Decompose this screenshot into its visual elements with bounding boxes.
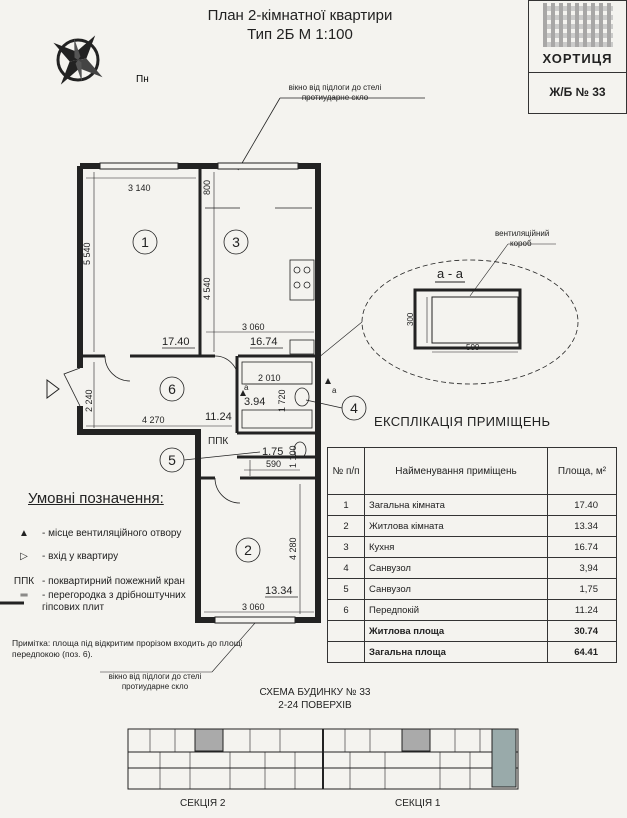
dim-kitchen-top: 800 [202,179,212,195]
row-name: Житлова кімната [365,516,548,537]
dim-hall-height: 2 240 [84,389,94,412]
room-area-2: 13.34 [265,585,293,597]
dim-bath-height: 1 720 [277,389,287,412]
row-name: Загальна кімната [365,495,548,516]
row-area: 17.40 [548,495,617,516]
row-name: Санвузол [365,579,548,600]
row-num: 3 [328,537,365,558]
room-area-3: 16.74 [250,336,278,348]
window-note-top-line1: вікно від підлоги до стелі [288,83,382,92]
section-2-label: СЕКЦІЯ 2 [180,798,226,809]
row-num: 5 [328,579,365,600]
row-area: 13.34 [548,516,617,537]
dim-wc-height: 1 100 [288,445,298,468]
window-note-bottom [95,672,215,692]
room-number-5: 5 [168,452,176,468]
scheme-title-line2: 2-24 ПОВЕРХІВ [278,700,352,711]
duct-label-line2: короб [510,239,532,248]
row-num: 6 [328,600,365,621]
dim-kitchen-width: 3 060 [242,322,265,332]
ppk-label: ППК [208,436,229,447]
row-num: 1 [328,495,365,516]
room-number-4: 4 [350,400,358,416]
scheme-title [240,686,390,712]
plan-footnote: Примітка: площа під відкритим прорізом входить до площі передпокою (поз. 6). [12,638,243,659]
table-row [328,495,617,516]
section-detail [415,244,556,352]
window-kitchen [218,163,298,169]
legend-item-vent [10,528,181,540]
dim-room2-width: 3 060 [242,602,265,612]
window-note-bottom-line2: протиударне скло [121,682,189,691]
room-number-1: 1 [141,234,149,250]
dim-room1-width: 3 140 [128,183,151,193]
dim-hall-width: 4 270 [142,415,165,425]
row-area: 3,94 [548,558,617,579]
section-1-label: СЕКЦІЯ 1 [395,798,441,809]
legend-text-vent: - місце вентиляційного отвору [42,528,182,539]
row-num: 2 [328,516,365,537]
total-area-row [328,642,617,663]
window-note-arrow [238,98,280,170]
row-area: 11.24 [548,600,617,621]
table-row [328,558,617,579]
table-row [328,579,617,600]
vent-label-a1: а [244,383,249,392]
row-area: 16.74 [548,537,617,558]
ppk-legend-symbol: ППК [13,576,35,587]
stamp-complex-name: ХОРТИЦЯ [529,51,626,73]
dim-wc-width: 590 [266,459,282,469]
partition-legend-icon: ═ [20,590,28,601]
legend-title: Умовні позначення: [28,490,164,507]
room-number-3: 3 [232,234,240,250]
duct-label-line1: вентиляційний [495,229,550,238]
plan-title-line2: Тип 2Б М 1:100 [247,26,353,43]
room-area-5: 1.75 [262,446,284,458]
legend-item-entrance [10,551,118,563]
window-note-top-line2: протиударне скло [301,93,369,102]
explication-title: ЕКСПЛІКАЦІЯ ПРИМІЩЕНЬ [374,414,551,429]
room-area-1: 17.40 [162,336,190,348]
window-room2 [215,617,295,623]
col-num-header: № п/п [328,448,365,495]
legend-text-entrance: - вхід у квартиру [42,551,119,562]
scheme-title-line1: СХЕМА БУДИНКУ № 33 [259,687,371,698]
row-num: 4 [328,558,365,579]
stamp-building-number: Ж/Б № 33 [549,85,606,99]
col-area-header: Площа, м² [548,448,617,495]
compass-north-label: Пн [136,74,149,85]
plan-title-line1: План 2-кімнатної квартири [207,7,393,24]
total-area-label: Загальна площа [365,642,548,663]
legend-text-partition: - перегородка з дрібноштучних гіпсових плит [42,590,186,613]
room-number-6: 6 [168,381,176,397]
dim-kitchen-height: 4 540 [202,277,212,300]
building-scheme [128,729,518,789]
dim-room2-height: 4 280 [288,537,298,560]
legend-text-ppk: - поквартирний пожежний кран [42,576,185,587]
table-row [328,537,617,558]
entrance-icon [47,380,59,398]
dim-bath-width: 2 010 [258,373,281,383]
stove-icon [290,260,314,300]
window-room1 [100,163,178,169]
table-row [328,600,617,621]
room-number-2: 2 [244,542,252,558]
explication-header-row [328,448,617,495]
window-note-bottom-line1: вікно від підлоги до стелі [108,672,202,681]
col-name-header: Найменування приміщень [365,448,548,495]
duct-dim-height: 300 [406,312,415,326]
living-area-row [328,621,617,642]
legend-item-ppk [10,576,185,588]
table-row [328,516,617,537]
dim-room1-height: 5 540 [82,242,92,265]
room-area-6: 11.24 [205,411,232,423]
living-area-label: Житлова площа [365,621,548,642]
row-name: Кухня [365,537,548,558]
vent-marker-icon [325,378,331,384]
living-area-value: 30.74 [548,621,617,642]
row-name: Передпокій [365,600,548,621]
row-name: Санвузол [365,558,548,579]
duct-dim-width: 500 [466,343,480,352]
explication-table [327,447,617,663]
legend-item-partition [10,590,190,614]
sink-icon [290,340,314,354]
vent-label-a2: а [332,386,337,395]
toilet-icon [295,388,309,406]
total-area-value: 64.41 [548,642,617,663]
section-detail-title: а - а [437,266,464,281]
room-area-4: 3.94 [244,396,266,408]
row-area: 1,75 [548,579,617,600]
vent-opening-icon: ▲ [19,528,29,539]
entrance-legend-icon: ▷ [20,551,28,562]
